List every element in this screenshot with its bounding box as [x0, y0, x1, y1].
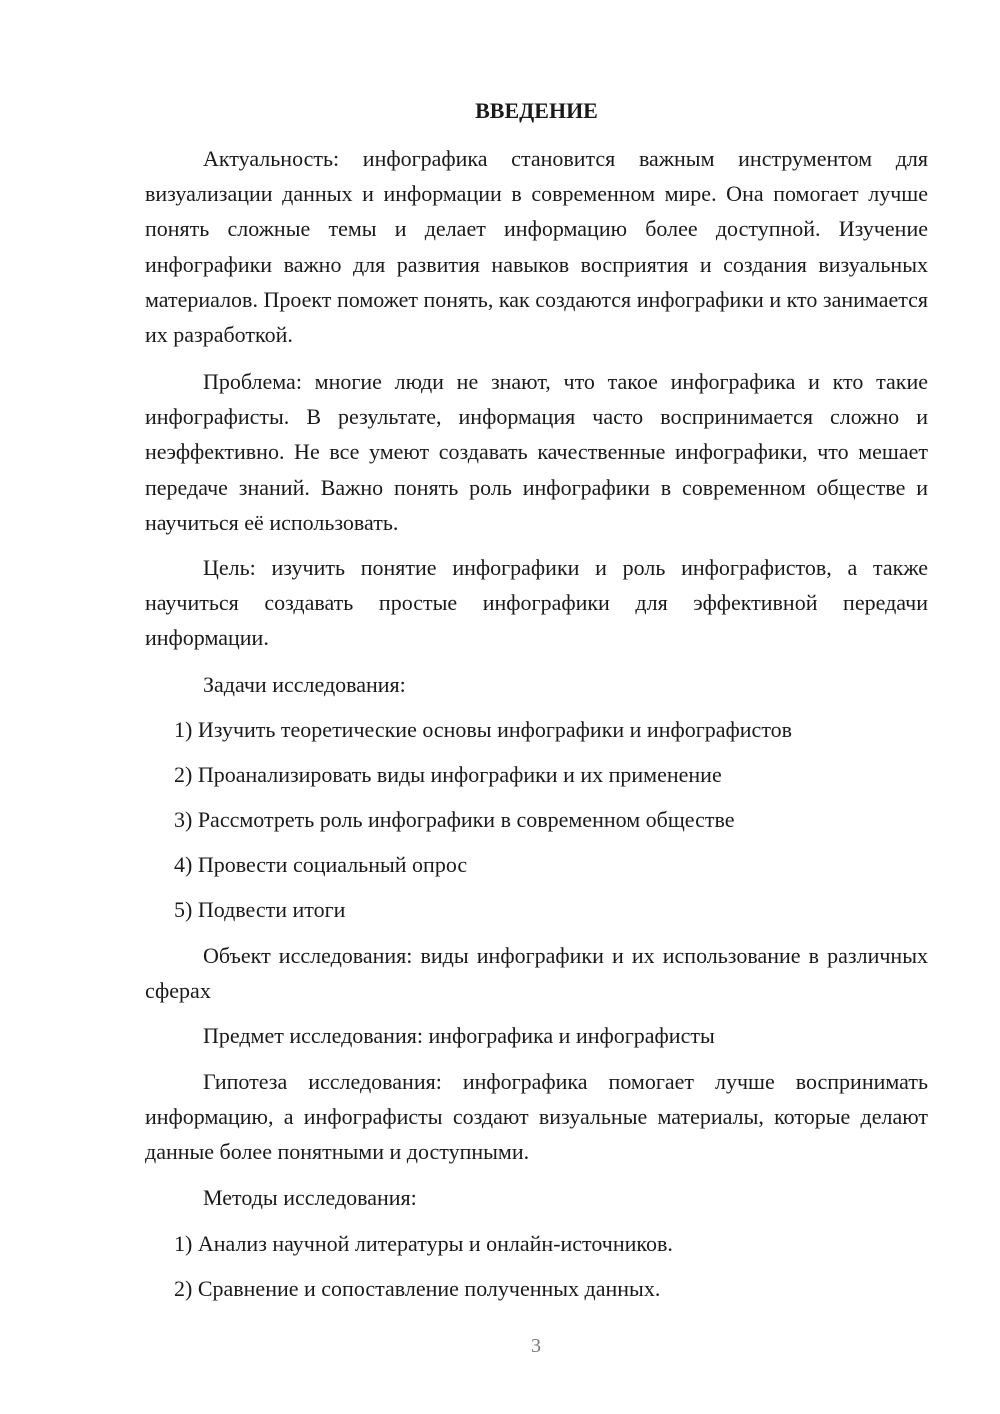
- page-title: ВВЕДЕНИЕ: [475, 98, 598, 123]
- goal-paragraph: Цель: изучить понятие инфографики и роль инфографистов, а также научиться создавать простые инфографики для эффективной передачи информации.: [145, 555, 928, 651]
- methods-title: Методы исследования:: [203, 1185, 417, 1210]
- hypothesis-paragraph: Гипотеза исследования: инфографика помогает лучше воспринимать информацию, а инфографисты создают визуальные материалы, которые делают данные более понятными и доступными.: [145, 1069, 928, 1165]
- relevance-paragraph: Актуальность: инфографика становится важным инструментом для визуализации данных и информации в современном мире. Она помогает лучше понять сложные темы и делает информацию более доступной. Изучение инфографики важно для развития навыков восприятия и создания визуальных материалов. Проект поможет понять, как создаются инфографики и кто занимается их разработкой.: [145, 146, 928, 348]
- task-item: 5) Подвести итоги: [174, 897, 346, 922]
- method-item: 1) Анализ научной литературы и онлайн-источников.: [174, 1231, 673, 1256]
- subject-paragraph: Предмет исследования: инфографика и инфографисты: [203, 1023, 715, 1048]
- problem-paragraph: Проблема: многие люди не знают, что такое инфографика и кто такие инфографисты. В результате, информация часто воспринимается сложно и неэффективно. Не все умеют создавать качественные инфографики, что мешает передаче знаний. Важно понять роль инфографики в современном обществе и научиться её использовать.: [145, 369, 928, 535]
- task-item: 2) Проанализировать виды инфографики и их применение: [174, 762, 722, 787]
- object-paragraph: Объект исследования: виды инфографики и их использование в различных сферах: [145, 943, 928, 1004]
- task-item: 4) Провести социальный опрос: [174, 852, 468, 877]
- task-item: 1) Изучить теоретические основы инфографики и инфографистов: [174, 717, 793, 742]
- task-item: 3) Рассмотреть роль инфографики в современном обществе: [174, 807, 735, 832]
- method-item: 2) Сравнение и сопоставление полученных данных.: [174, 1276, 661, 1301]
- tasks-title: Задачи исследования:: [203, 672, 406, 697]
- page-number: 3: [531, 1335, 541, 1357]
